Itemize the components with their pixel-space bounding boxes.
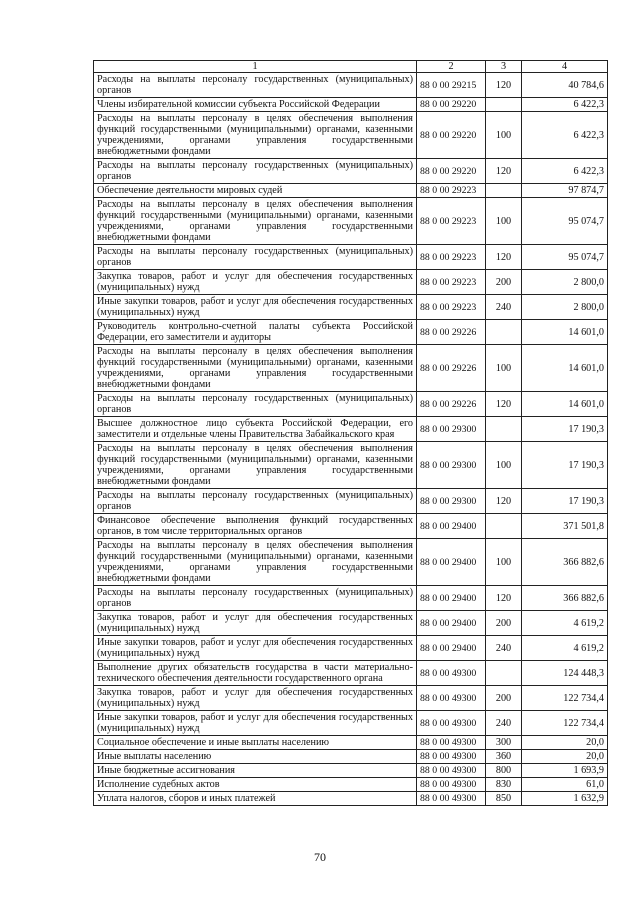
row-amount-cell: 14 601,0 bbox=[522, 320, 608, 345]
row-name-cell: Члены избирательной комиссии субъекта Российской Федерации bbox=[94, 98, 417, 112]
column-header-4: 4 bbox=[522, 61, 608, 73]
table-row bbox=[94, 112, 608, 159]
table-row bbox=[94, 750, 608, 764]
row-code-cell: 88 0 00 29400 bbox=[417, 586, 486, 611]
table-row bbox=[94, 73, 608, 98]
table-row bbox=[94, 295, 608, 320]
column-header-3: 3 bbox=[486, 61, 522, 73]
row-amount-cell: 4 619,2 bbox=[522, 611, 608, 636]
row-name-cell: Исполнение судебных актов bbox=[94, 778, 417, 792]
row-code-cell: 88 0 00 29223 bbox=[417, 245, 486, 270]
table-row bbox=[94, 686, 608, 711]
row-amount-cell: 14 601,0 bbox=[522, 345, 608, 392]
table-row bbox=[94, 539, 608, 586]
row-name-cell: Расходы на выплаты персоналу государственных (муниципальных) органов bbox=[94, 392, 417, 417]
row-name-cell: Расходы на выплаты персоналу в целях обеспечения выполнения функций государственными (муниципальными) органами, казенными учреждениями, органами управления государственными внебюджетными фондами bbox=[94, 539, 417, 586]
row-amount-cell: 371 501,8 bbox=[522, 514, 608, 539]
table-row bbox=[94, 198, 608, 245]
row-amount-cell: 122 734,4 bbox=[522, 686, 608, 711]
row-name-cell: Закупка товаров, работ и услуг для обеспечения государственных (муниципальных) нужд bbox=[94, 686, 417, 711]
row-code-cell: 88 0 00 29226 bbox=[417, 345, 486, 392]
row-type-cell: 100 bbox=[486, 442, 522, 489]
page-number: 70 bbox=[314, 850, 326, 864]
row-type-cell: 200 bbox=[486, 686, 522, 711]
table-row bbox=[94, 98, 608, 112]
row-code-cell: 88 0 00 29220 bbox=[417, 98, 486, 112]
row-code-cell: 88 0 00 49300 bbox=[417, 778, 486, 792]
row-code-cell: 88 0 00 49300 bbox=[417, 764, 486, 778]
table-row bbox=[94, 586, 608, 611]
column-header-1: 1 bbox=[94, 61, 417, 73]
table-row bbox=[94, 159, 608, 184]
row-name-cell: Иные закупки товаров, работ и услуг для обеспечения государственных (муниципальных) нужд bbox=[94, 636, 417, 661]
row-name-cell: Расходы на выплаты персоналу в целях обеспечения выполнения функций государственными (муниципальными) органами, казенными учреждениями, органами управления государственными внебюджетными фондами bbox=[94, 112, 417, 159]
row-type-cell: 800 bbox=[486, 764, 522, 778]
row-type-cell: 100 bbox=[486, 112, 522, 159]
row-type-cell: 100 bbox=[486, 198, 522, 245]
row-code-cell: 88 0 00 29400 bbox=[417, 514, 486, 539]
row-type-cell: 100 bbox=[486, 345, 522, 392]
row-type-cell: 120 bbox=[486, 392, 522, 417]
row-name-cell: Финансовое обеспечение выполнения функций государственных органов, в том числе территориальных органов bbox=[94, 514, 417, 539]
row-amount-cell: 122 734,4 bbox=[522, 711, 608, 736]
table-row bbox=[94, 417, 608, 442]
row-type-cell: 240 bbox=[486, 636, 522, 661]
row-name-cell: Закупка товаров, работ и услуг для обеспечения государственных (муниципальных) нужд bbox=[94, 611, 417, 636]
table-row bbox=[94, 611, 608, 636]
row-type-cell: 830 bbox=[486, 778, 522, 792]
table-row bbox=[94, 736, 608, 750]
row-code-cell: 88 0 00 49300 bbox=[417, 686, 486, 711]
row-amount-cell: 2 800,0 bbox=[522, 270, 608, 295]
row-code-cell: 88 0 00 49300 bbox=[417, 711, 486, 736]
row-type-cell bbox=[486, 417, 522, 442]
row-name-cell: Выполнение других обязательств государства в части материально-технического обеспечения деятельности государственного органа bbox=[94, 661, 417, 686]
row-name-cell: Закупка товаров, работ и услуг для обеспечения государственных (муниципальных) нужд bbox=[94, 270, 417, 295]
row-name-cell: Расходы на выплаты персоналу в целях обеспечения выполнения функций государственными (муниципальными) органами, казенными учреждениями, органами управления государственными внебюджетными фондами bbox=[94, 345, 417, 392]
row-amount-cell: 4 619,2 bbox=[522, 636, 608, 661]
row-name-cell: Уплата налогов, сборов и иных платежей bbox=[94, 792, 417, 806]
row-amount-cell: 1 632,9 bbox=[522, 792, 608, 806]
row-type-cell: 200 bbox=[486, 611, 522, 636]
row-name-cell: Расходы на выплаты персоналу государственных (муниципальных) органов bbox=[94, 159, 417, 184]
row-type-cell: 100 bbox=[486, 539, 522, 586]
row-amount-cell: 17 190,3 bbox=[522, 442, 608, 489]
row-type-cell bbox=[486, 514, 522, 539]
row-amount-cell: 95 074,7 bbox=[522, 245, 608, 270]
row-amount-cell: 6 422,3 bbox=[522, 159, 608, 184]
row-amount-cell: 20,0 bbox=[522, 736, 608, 750]
row-code-cell: 88 0 00 29300 bbox=[417, 442, 486, 489]
row-amount-cell: 1 693,9 bbox=[522, 764, 608, 778]
row-name-cell: Иные бюджетные ассигнования bbox=[94, 764, 417, 778]
row-name-cell: Иные закупки товаров, работ и услуг для обеспечения государственных (муниципальных) нужд bbox=[94, 711, 417, 736]
row-code-cell: 88 0 00 49300 bbox=[417, 736, 486, 750]
row-amount-cell: 40 784,6 bbox=[522, 73, 608, 98]
row-type-cell: 120 bbox=[486, 245, 522, 270]
row-name-cell: Расходы на выплаты персоналу в целях обеспечения выполнения функций государственными (муниципальными) органами, казенными учреждениями, органами управления государственными внебюджетными фондами bbox=[94, 442, 417, 489]
table-row bbox=[94, 320, 608, 345]
row-code-cell: 88 0 00 49300 bbox=[417, 661, 486, 686]
row-code-cell: 88 0 00 29223 bbox=[417, 270, 486, 295]
row-type-cell bbox=[486, 320, 522, 345]
table-row bbox=[94, 661, 608, 686]
row-amount-cell: 17 190,3 bbox=[522, 489, 608, 514]
row-name-cell: Иные закупки товаров, работ и услуг для обеспечения государственных (муниципальных) нужд bbox=[94, 295, 417, 320]
row-amount-cell: 2 800,0 bbox=[522, 295, 608, 320]
row-code-cell: 88 0 00 49300 bbox=[417, 792, 486, 806]
row-type-cell: 240 bbox=[486, 711, 522, 736]
table-row bbox=[94, 764, 608, 778]
row-type-cell: 300 bbox=[486, 736, 522, 750]
table-row bbox=[94, 711, 608, 736]
row-code-cell: 88 0 00 29300 bbox=[417, 417, 486, 442]
table-header-row bbox=[94, 61, 608, 73]
row-amount-cell: 366 882,6 bbox=[522, 586, 608, 611]
table-row bbox=[94, 778, 608, 792]
row-code-cell: 88 0 00 29226 bbox=[417, 392, 486, 417]
row-code-cell: 88 0 00 29220 bbox=[417, 112, 486, 159]
row-code-cell: 88 0 00 29400 bbox=[417, 539, 486, 586]
row-type-cell: 850 bbox=[486, 792, 522, 806]
row-code-cell: 88 0 00 29300 bbox=[417, 489, 486, 514]
row-type-cell: 120 bbox=[486, 159, 522, 184]
row-name-cell: Расходы на выплаты персоналу государственных (муниципальных) органов bbox=[94, 489, 417, 514]
row-name-cell: Социальное обеспечение и иные выплаты населению bbox=[94, 736, 417, 750]
row-code-cell: 88 0 00 29400 bbox=[417, 636, 486, 661]
row-name-cell: Расходы на выплаты персоналу государственных (муниципальных) органов bbox=[94, 73, 417, 98]
row-code-cell: 88 0 00 29215 bbox=[417, 73, 486, 98]
table-row bbox=[94, 184, 608, 198]
column-header-2: 2 bbox=[417, 61, 486, 73]
row-name-cell: Руководитель контрольно-счетной палаты субъекта Российской Федерации, его заместители и аудиторы bbox=[94, 320, 417, 345]
row-code-cell: 88 0 00 29223 bbox=[417, 198, 486, 245]
row-type-cell: 360 bbox=[486, 750, 522, 764]
row-code-cell: 88 0 00 29220 bbox=[417, 159, 486, 184]
row-type-cell bbox=[486, 184, 522, 198]
table-body bbox=[94, 73, 608, 806]
row-type-cell: 200 bbox=[486, 270, 522, 295]
row-code-cell: 88 0 00 49300 bbox=[417, 750, 486, 764]
row-amount-cell: 124 448,3 bbox=[522, 661, 608, 686]
budget-table bbox=[93, 60, 608, 806]
row-code-cell: 88 0 00 29226 bbox=[417, 320, 486, 345]
table-row bbox=[94, 245, 608, 270]
row-amount-cell: 6 422,3 bbox=[522, 112, 608, 159]
table-row bbox=[94, 514, 608, 539]
table-row bbox=[94, 636, 608, 661]
table-row bbox=[94, 270, 608, 295]
row-type-cell: 120 bbox=[486, 586, 522, 611]
row-type-cell bbox=[486, 661, 522, 686]
row-type-cell bbox=[486, 98, 522, 112]
row-code-cell: 88 0 00 29223 bbox=[417, 295, 486, 320]
row-amount-cell: 17 190,3 bbox=[522, 417, 608, 442]
table-row bbox=[94, 345, 608, 392]
row-type-cell: 120 bbox=[486, 489, 522, 514]
table-row bbox=[94, 442, 608, 489]
row-amount-cell: 6 422,3 bbox=[522, 98, 608, 112]
row-name-cell: Расходы на выплаты персоналу государственных (муниципальных) органов bbox=[94, 586, 417, 611]
row-type-cell: 240 bbox=[486, 295, 522, 320]
row-amount-cell: 20,0 bbox=[522, 750, 608, 764]
row-amount-cell: 61,0 bbox=[522, 778, 608, 792]
table-row bbox=[94, 792, 608, 806]
row-name-cell: Расходы на выплаты персоналу в целях обеспечения выполнения функций государственными (муниципальными) органами, казенными учреждениями, органами управления государственными внебюджетными фондами bbox=[94, 198, 417, 245]
row-name-cell: Расходы на выплаты персоналу государственных (муниципальных) органов bbox=[94, 245, 417, 270]
row-code-cell: 88 0 00 29400 bbox=[417, 611, 486, 636]
row-name-cell: Иные выплаты населению bbox=[94, 750, 417, 764]
row-type-cell: 120 bbox=[486, 73, 522, 98]
row-code-cell: 88 0 00 29223 bbox=[417, 184, 486, 198]
table-row bbox=[94, 392, 608, 417]
row-name-cell: Обеспечение деятельности мировых судей bbox=[94, 184, 417, 198]
table-row bbox=[94, 489, 608, 514]
row-amount-cell: 14 601,0 bbox=[522, 392, 608, 417]
row-amount-cell: 366 882,6 bbox=[522, 539, 608, 586]
row-amount-cell: 95 074,7 bbox=[522, 198, 608, 245]
row-amount-cell: 97 874,7 bbox=[522, 184, 608, 198]
row-name-cell: Высшее должностное лицо субъекта Российской Федерации, его заместители и отдельные члены Правительства Забайкальского края bbox=[94, 417, 417, 442]
